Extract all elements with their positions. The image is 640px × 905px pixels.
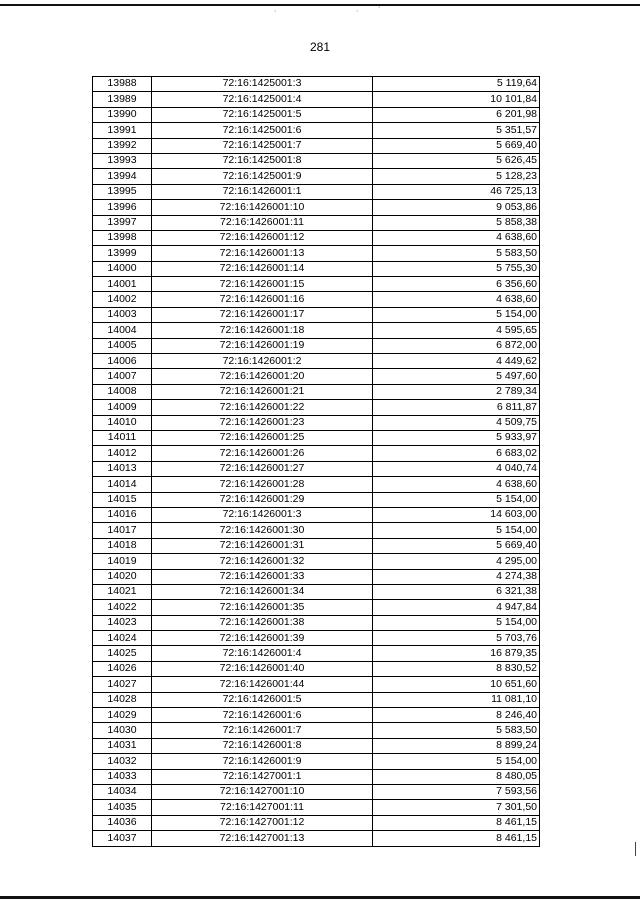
value-cell: 5 583,50: [373, 723, 540, 738]
value-cell: 4 040,74: [373, 461, 540, 476]
table-row: [93, 338, 540, 353]
cadastral-number-cell: 72:16:1426001:38: [152, 615, 373, 630]
row-number-cell: 14027: [93, 677, 152, 692]
cadastral-number-cell: 72:16:1426001:5: [152, 692, 373, 707]
table-row: [93, 107, 540, 122]
cadastral-number-cell: 72:16:1426001:16: [152, 292, 373, 307]
value-cell: 7 593,56: [373, 784, 540, 799]
row-number-cell: 14030: [93, 723, 152, 738]
cadastral-number-cell: 72:16:1426001:10: [152, 200, 373, 215]
cadastral-number-cell: 72:16:1426001:27: [152, 461, 373, 476]
table-row: [93, 430, 540, 445]
row-number-cell: 14001: [93, 277, 152, 292]
table-row: [93, 153, 540, 168]
value-cell: 8 480,05: [373, 769, 540, 784]
table-row: [93, 754, 540, 769]
table-row: [93, 692, 540, 707]
row-number-cell: 14028: [93, 692, 152, 707]
table-row: [93, 784, 540, 799]
cadastral-number-cell: 72:16:1425001:7: [152, 138, 373, 153]
value-cell: 2 789,34: [373, 384, 540, 399]
value-cell: 5 858,38: [373, 215, 540, 230]
value-cell: 5 154,00: [373, 754, 540, 769]
cadastral-number-cell: 72:16:1426001:19: [152, 338, 373, 353]
value-cell: 5 626,45: [373, 153, 540, 168]
value-cell: 5 154,00: [373, 307, 540, 322]
scan-speck: ·: [378, 4, 381, 11]
cadastral-number-cell: 72:16:1426001:35: [152, 600, 373, 615]
row-number-cell: 14037: [93, 831, 152, 846]
cadastral-number-cell: 72:16:1425001:5: [152, 107, 373, 122]
cadastral-number-cell: 72:16:1426001:8: [152, 738, 373, 753]
value-cell: 8 899,24: [373, 738, 540, 753]
cadastral-number-cell: 72:16:1426001:14: [152, 261, 373, 276]
row-number-cell: 14033: [93, 769, 152, 784]
value-cell: 5 154,00: [373, 615, 540, 630]
table-row: [93, 477, 540, 492]
table-row: [93, 646, 540, 661]
cadastral-number-cell: 72:16:1426001:11: [152, 215, 373, 230]
table-row: [93, 831, 540, 846]
value-cell: 4 295,00: [373, 554, 540, 569]
table-row: [93, 708, 540, 723]
value-cell: 4 638,60: [373, 292, 540, 307]
table-row: [93, 538, 540, 553]
row-number-cell: 13989: [93, 92, 152, 107]
top-scan-border: [0, 4, 640, 6]
row-number-cell: 14013: [93, 461, 152, 476]
row-number-cell: 14002: [93, 292, 152, 307]
row-number-cell: 14031: [93, 738, 152, 753]
row-number-cell: 13991: [93, 123, 152, 138]
table-row: [93, 415, 540, 430]
row-number-cell: 14011: [93, 430, 152, 445]
cadastral-number-cell: 72:16:1426001:34: [152, 584, 373, 599]
value-cell: 6 201,98: [373, 107, 540, 122]
cadastral-number-cell: 72:16:1426001:7: [152, 723, 373, 738]
row-number-cell: 14019: [93, 554, 152, 569]
cadastral-number-cell: 72:16:1426001:29: [152, 492, 373, 507]
value-cell: 6 811,87: [373, 400, 540, 415]
table-row: [93, 738, 540, 753]
value-cell: 7 301,50: [373, 800, 540, 815]
row-number-cell: 14017: [93, 523, 152, 538]
page-number: 281: [309, 40, 331, 54]
row-number-cell: 13988: [93, 77, 152, 92]
cadastral-number-cell: 72:16:1427001:12: [152, 815, 373, 830]
row-number-cell: 14005: [93, 338, 152, 353]
table-row: [93, 523, 540, 538]
row-number-cell: 13990: [93, 107, 152, 122]
row-number-cell: 13997: [93, 215, 152, 230]
value-cell: 8 461,15: [373, 831, 540, 846]
cadastral-number-cell: 72:16:1426001:4: [152, 646, 373, 661]
cadastral-number-cell: 72:16:1425001:4: [152, 92, 373, 107]
table-row: [93, 230, 540, 245]
table-row: [93, 323, 540, 338]
row-number-cell: 13996: [93, 200, 152, 215]
value-cell: 10 651,60: [373, 677, 540, 692]
cadastral-number-cell: 72:16:1426001:21: [152, 384, 373, 399]
table-row: [93, 661, 540, 676]
table-row: [93, 369, 540, 384]
table-row: [93, 446, 540, 461]
table-row: [93, 354, 540, 369]
cadastral-number-cell: 72:16:1426001:32: [152, 554, 373, 569]
table-row: [93, 615, 540, 630]
cadastral-number-cell: 72:16:1426001:13: [152, 246, 373, 261]
value-cell: 5 755,30: [373, 261, 540, 276]
value-cell: 6 872,00: [373, 338, 540, 353]
cadastral-number-cell: 72:16:1426001:22: [152, 400, 373, 415]
cadastral-number-cell: 72:16:1426001:33: [152, 569, 373, 584]
value-cell: 4 638,60: [373, 477, 540, 492]
value-cell: 5 933,97: [373, 430, 540, 445]
table-row: [93, 215, 540, 230]
value-cell: 5 119,64: [373, 77, 540, 92]
value-cell: 6 683,02: [373, 446, 540, 461]
value-cell: 5 154,00: [373, 492, 540, 507]
table-row: [93, 261, 540, 276]
value-cell: 4 595,65: [373, 323, 540, 338]
row-number-cell: 14025: [93, 646, 152, 661]
cadastral-number-cell: 72:16:1426001:1: [152, 184, 373, 199]
value-cell: 8 461,15: [373, 815, 540, 830]
value-cell: 4 638,60: [373, 230, 540, 245]
row-number-cell: 14020: [93, 569, 152, 584]
value-cell: 5 497,60: [373, 369, 540, 384]
row-number-cell: 14026: [93, 661, 152, 676]
table-row: [93, 292, 540, 307]
cadastral-number-cell: 72:16:1426001:28: [152, 477, 373, 492]
value-cell: 5 128,23: [373, 169, 540, 184]
cadastral-number-cell: 72:16:1426001:17: [152, 307, 373, 322]
value-cell: 5 351,57: [373, 123, 540, 138]
row-number-cell: 14024: [93, 631, 152, 646]
table-row: [93, 584, 540, 599]
value-cell: 4 509,75: [373, 415, 540, 430]
cadastral-number-cell: 72:16:1426001:23: [152, 415, 373, 430]
row-number-cell: 13995: [93, 184, 152, 199]
value-cell: 16 879,35: [373, 646, 540, 661]
cadastral-number-cell: 72:16:1426001:40: [152, 661, 373, 676]
table-row: [93, 138, 540, 153]
cadastral-number-cell: 72:16:1425001:8: [152, 153, 373, 168]
cadastral-number-cell: 72:16:1426001:25: [152, 430, 373, 445]
row-number-cell: 14004: [93, 323, 152, 338]
table-row: [93, 277, 540, 292]
row-number-cell: 14021: [93, 584, 152, 599]
table-row: [93, 169, 540, 184]
cadastral-number-cell: 72:16:1426001:30: [152, 523, 373, 538]
table-row: [93, 384, 540, 399]
row-number-cell: 14034: [93, 784, 152, 799]
table-row: [93, 492, 540, 507]
value-cell: 5 703,76: [373, 631, 540, 646]
row-number-cell: 14012: [93, 446, 152, 461]
scan-edge-mark: [635, 842, 636, 856]
row-number-cell: 14003: [93, 307, 152, 322]
value-cell: 8 830,52: [373, 661, 540, 676]
table-row: [93, 92, 540, 107]
table-body: [93, 77, 540, 847]
cadastral-number-cell: 72:16:1426001:9: [152, 754, 373, 769]
value-cell: 10 101,84: [373, 92, 540, 107]
cadastral-number-cell: 72:16:1426001:18: [152, 323, 373, 338]
table-row: [93, 200, 540, 215]
cadastral-number-cell: 72:16:1425001:3: [152, 77, 373, 92]
value-cell: 14 603,00: [373, 507, 540, 522]
row-number-cell: 14010: [93, 415, 152, 430]
table-row: [93, 815, 540, 830]
cadastral-number-cell: 72:16:1426001:20: [152, 369, 373, 384]
table-row: [93, 184, 540, 199]
row-number-cell: 13998: [93, 230, 152, 245]
cadastral-number-cell: 72:16:1426001:3: [152, 507, 373, 522]
cadastral-number-cell: 72:16:1426001:31: [152, 538, 373, 553]
cadastral-value-table: [92, 76, 540, 847]
value-cell: 11 081,10: [373, 692, 540, 707]
table-row: [93, 507, 540, 522]
table-row: [93, 769, 540, 784]
row-number-cell: 14006: [93, 354, 152, 369]
row-number-cell: 14032: [93, 754, 152, 769]
table-row: [93, 123, 540, 138]
cadastral-number-cell: 72:16:1426001:44: [152, 677, 373, 692]
bottom-scan-border: [0, 896, 640, 899]
cadastral-number-cell: 72:16:1426001:2: [152, 354, 373, 369]
value-cell: 4 947,84: [373, 600, 540, 615]
table-row: [93, 400, 540, 415]
row-number-cell: 14029: [93, 708, 152, 723]
row-number-cell: 13999: [93, 246, 152, 261]
value-cell: 5 669,40: [373, 538, 540, 553]
row-number-cell: 14036: [93, 815, 152, 830]
row-number-cell: 14000: [93, 261, 152, 276]
table-row: [93, 307, 540, 322]
value-cell: 8 246,40: [373, 708, 540, 723]
cadastral-number-cell: 72:16:1426001:12: [152, 230, 373, 245]
value-cell: 5 154,00: [373, 523, 540, 538]
cadastral-number-cell: 72:16:1426001:6: [152, 708, 373, 723]
row-number-cell: 13992: [93, 138, 152, 153]
table-row: [93, 631, 540, 646]
row-number-cell: 14022: [93, 600, 152, 615]
scan-speck: ·: [356, 8, 359, 15]
row-number-cell: 14007: [93, 369, 152, 384]
value-cell: 6 321,38: [373, 584, 540, 599]
value-cell: 9 053,86: [373, 200, 540, 215]
row-number-cell: 14008: [93, 384, 152, 399]
cadastral-number-cell: 72:16:1427001:1: [152, 769, 373, 784]
scan-speck: ·: [274, 8, 277, 15]
table-row: [93, 677, 540, 692]
table-row: [93, 77, 540, 92]
cadastral-number-cell: 72:16:1427001:10: [152, 784, 373, 799]
row-number-cell: 13994: [93, 169, 152, 184]
value-cell: 6 356,60: [373, 277, 540, 292]
table-row: [93, 569, 540, 584]
cadastral-number-cell: 72:16:1426001:15: [152, 277, 373, 292]
cadastral-number-cell: 72:16:1427001:11: [152, 800, 373, 815]
cadastral-number-cell: 72:16:1425001:9: [152, 169, 373, 184]
value-cell: 4 274,38: [373, 569, 540, 584]
row-number-cell: 14018: [93, 538, 152, 553]
table-row: [93, 554, 540, 569]
row-number-cell: 14015: [93, 492, 152, 507]
row-number-cell: 14009: [93, 400, 152, 415]
row-number-cell: 14023: [93, 615, 152, 630]
row-number-cell: 13993: [93, 153, 152, 168]
cadastral-number-cell: 72:16:1425001:6: [152, 123, 373, 138]
value-cell: 46 725,13: [373, 184, 540, 199]
row-number-cell: 14016: [93, 507, 152, 522]
table-row: [93, 723, 540, 738]
value-cell: 5 669,40: [373, 138, 540, 153]
table-row: [93, 800, 540, 815]
row-number-cell: 14014: [93, 477, 152, 492]
cadastral-number-cell: 72:16:1426001:26: [152, 446, 373, 461]
value-cell: 5 583,50: [373, 246, 540, 261]
cadastral-number-cell: 72:16:1427001:13: [152, 831, 373, 846]
row-number-cell: 14035: [93, 800, 152, 815]
table-row: [93, 246, 540, 261]
cadastral-number-cell: 72:16:1426001:39: [152, 631, 373, 646]
table-row: [93, 600, 540, 615]
value-cell: 4 449,62: [373, 354, 540, 369]
table-row: [93, 461, 540, 476]
